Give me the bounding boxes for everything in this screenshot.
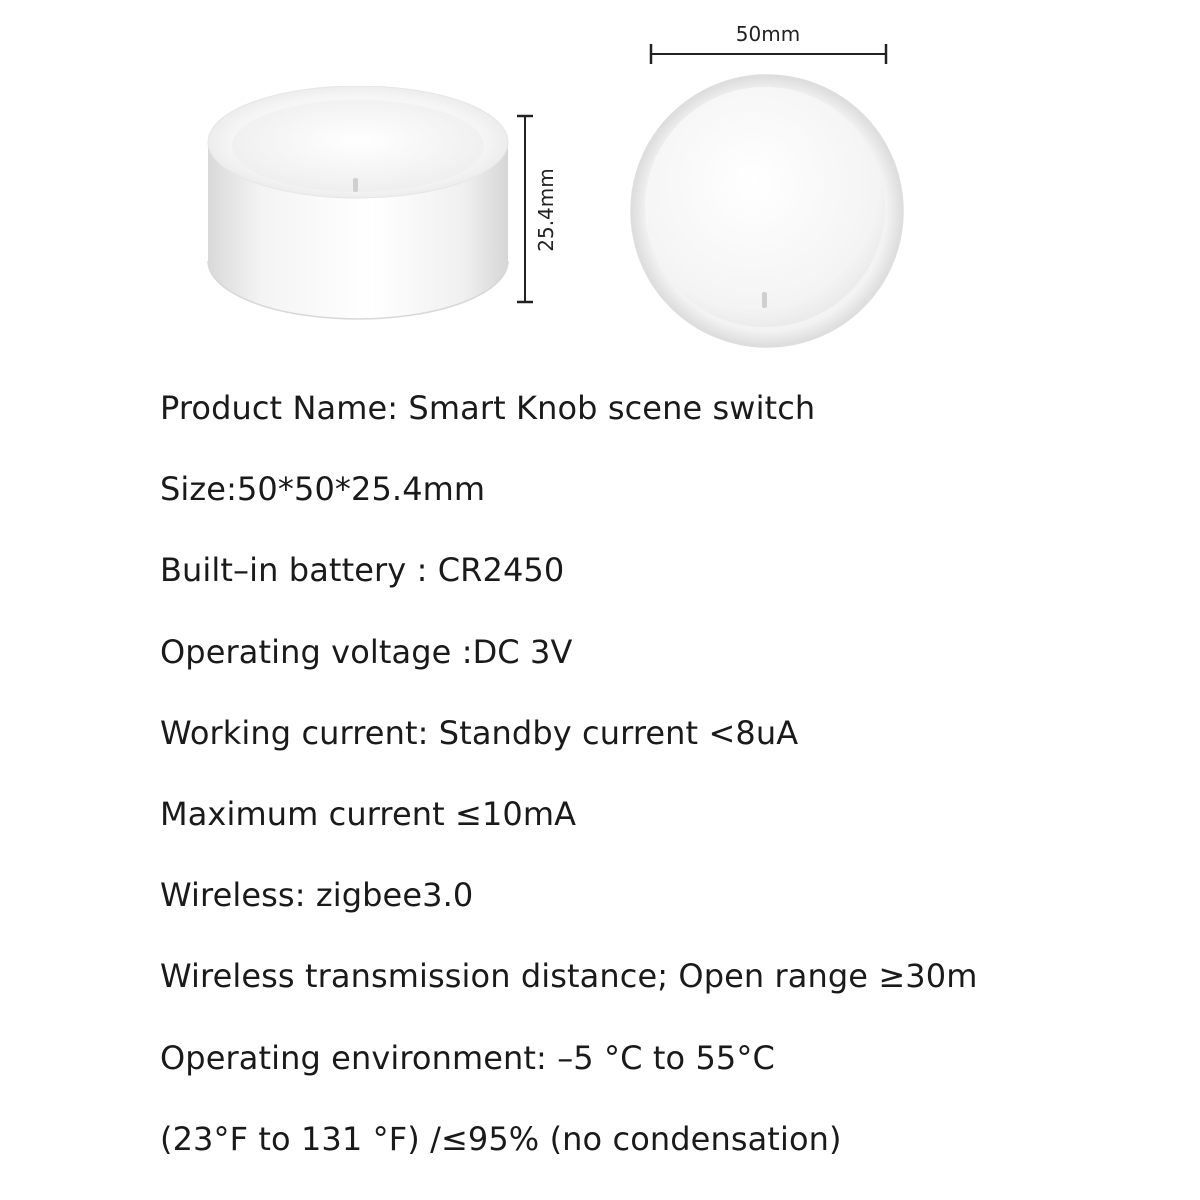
spec-wireless: Wireless: zigbee3.0 (160, 876, 474, 915)
spec-transmission-distance: Wireless transmission distance; Open range ≥30m (160, 957, 978, 996)
spec-voltage: Operating voltage :DC 3V (160, 632, 573, 671)
height-label: 25.4mm (534, 168, 558, 252)
spec-product-name: Product Name: Smart Knob scene switch (160, 389, 816, 427)
spec-operating-environment: Operating environment: –5 °C to 55°C (160, 1038, 775, 1077)
product-side-view-image (198, 86, 518, 336)
spec-battery: Built–in battery : CR2450 (160, 551, 565, 590)
spec-temperature-humidity: (23°F to 131 °F) /≤95% (no condensation) (160, 1119, 842, 1158)
diameter-dimension-marker (640, 18, 900, 68)
product-top-view-image (622, 74, 912, 349)
spec-size: Size:50*50*25.4mm (160, 470, 486, 509)
spec-max-current: Maximum current ≤10mA (160, 794, 577, 833)
spec-list (160, 388, 1160, 1200)
diameter-label: 50mm (735, 22, 801, 46)
spec-working-current: Working current: Standby current <8uA (160, 713, 799, 752)
height-dimension-marker (505, 110, 565, 310)
